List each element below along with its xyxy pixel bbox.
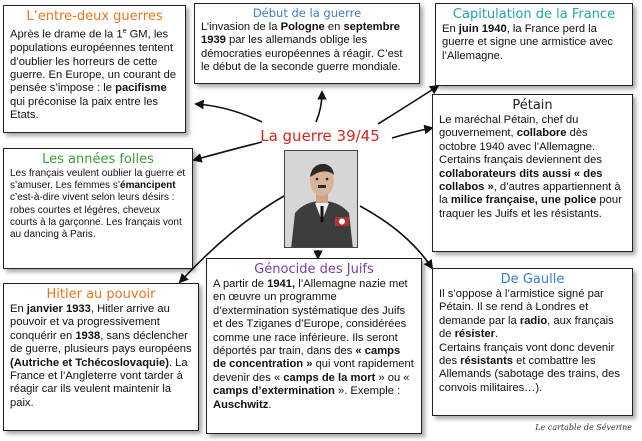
box-debut-de-la-guerre: [194, 3, 420, 84]
box-text: Après le drame de la 1e GM, les populations européennes tentent d’oublier les horreurs de cette guerre. En Europe, un courant de pensée s’impose : le pacifisme qui préconise la paix entre les Etats.: [10, 28, 177, 122]
arrow-to-entre-deux: [196, 104, 262, 122]
box-entre-deux-guerres: [3, 5, 186, 133]
box-title: Hitler au pouvoir: [46, 287, 156, 302]
box-title: L’entre-deux guerres: [26, 9, 163, 24]
box-title: De Gaulle: [500, 272, 565, 287]
box-title: Génocide des Juifs: [254, 262, 374, 277]
box-de-gaulle: [432, 268, 633, 416]
arrow-to-petain: [392, 128, 432, 138]
arrow-to-debut: [316, 92, 322, 122]
box-text: En janvier 1933, Hitler arrive au pouvoir et va progressivement conquérir en 1938, sans déclencher de guerre, plusieurs pays européens (Autriche et Tchécoslovaquie). La France et l’Angleterre vont tarder à réagir car ils veulent maintenir la paix.: [10, 303, 192, 409]
box-text: Les français veulent oublier la guerre et s’amuser. Les femmes s’émancipent c’est-à-dire vivent selon leurs désirs : robes courtes et légères, cheveux courts à la garçonne. Les français vont au dancing à Paris.: [10, 168, 186, 241]
box-hitler-au-pouvoir: [3, 283, 199, 431]
box-title: Début de la guerre: [252, 6, 362, 20]
box-text: A partir de 1941, l’Allemagne nazie met en œuvre un programme d’extermination systématique des Juifs et des Tziganes d’Europe, considérées comme une race inférieure. Ils seront déportés par train, dans des « camps de concentration » qui vont rapidement devenir des « camps de la mort » ou « camps d’extermination ». Exemple : Auschwitz.: [213, 278, 414, 411]
box-title: Pétain: [512, 98, 553, 113]
arrow-to-capitulation: [378, 86, 438, 124]
box-title: Capitulation de la France: [452, 7, 616, 22]
box-text: L’invasion de la Pologne en septembre 1939 par les allemands oblige les démocraties européennes à réagir. C’est le début de la seconde guerre mondiale.: [201, 21, 403, 74]
box-text: Le maréchal Pétain, chef du gouvernement, collabore dès octobre 1940 avec l’Allemagne. Certains français deviennent des collaborateurs dits aussi « des collabos », d’autres appartiennent à la milice française, une police pour traquer les Juifs et les résistants.: [439, 114, 622, 220]
box-capitulation: [435, 3, 633, 86]
portrait-image: [284, 150, 358, 248]
signature: Le cartable de Séverine: [535, 423, 632, 432]
box-text: En juin 1940, la France perd la guerre et signe une armistice avec l’Allemagne.: [442, 23, 614, 62]
box-text: Il s’oppose à l’armistice signé par Pétain. Il se rend à Londres et demande par la radio, aux français de résister. Certains français vont donc devenir des résistants et combattre les Allemands (sabotage des trains, des convois militaires…).: [439, 288, 620, 394]
center-title: La guerre 39/45: [260, 127, 380, 145]
box-genocide-des-juifs: [206, 258, 422, 434]
box-title: Les années folles: [42, 152, 154, 167]
box-petain: [432, 94, 633, 252]
box-annees-folles: [3, 148, 193, 269]
